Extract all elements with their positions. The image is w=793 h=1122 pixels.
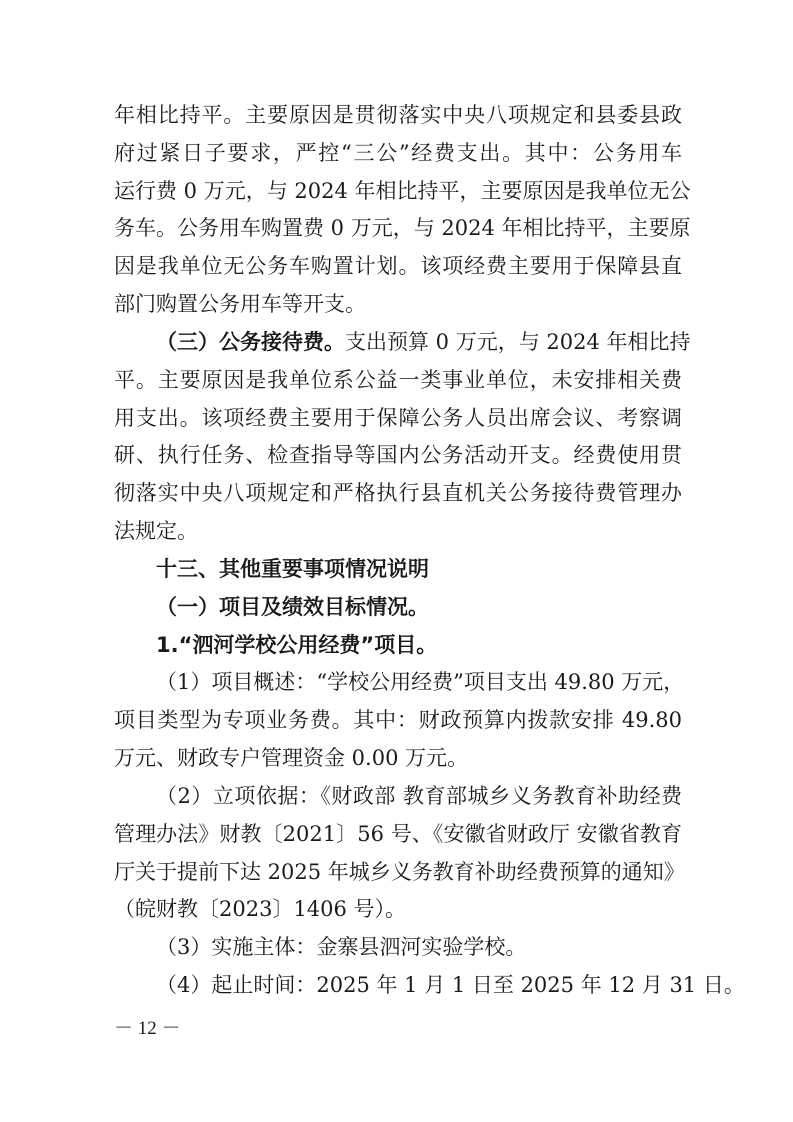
- body-text-line: 府过紧日子要求，严控“三公”经费支出。其中：公务用车: [114, 141, 682, 165]
- body-text-line: 运行费 0 万元，与 2024 年相比持平，主要原因是我单位无公: [114, 179, 691, 203]
- page-number: － 12 －: [114, 1018, 181, 1039]
- item-first-line: （1）项目概述：“学校公用经费”项目支出 49.80 万元，: [156, 670, 685, 694]
- body-text-line: 厅关于提前下达 2025 年城乡义务教育补助经费预算的通知》: [114, 860, 685, 884]
- item-first-line: （2）立项依据：《财政部 教育部城乡义务教育补助经费: [156, 784, 682, 808]
- project-heading: 1.“泗河学校公用经费”项目。: [156, 633, 438, 657]
- body-text-line: 彻落实中央八项规定和严格执行县直机关公务接待费管理办: [114, 481, 682, 505]
- reception-heading: （三）公务接待费。: [156, 330, 345, 354]
- body-text-line: 年相比持平。主要原因是贯彻落实中央八项规定和县委县政: [114, 103, 682, 127]
- body-text-line: 平。主要原因是我单位系公益一类事业单位，未安排相关费: [114, 368, 682, 392]
- reception-first-line: [156, 325, 691, 359]
- body-text-line: 项目类型为专项业务费。其中：财政预算内拨款安排 49.80: [114, 708, 682, 732]
- item-first-line: （3）实施主体：金寨县泗河实验学校。: [156, 935, 527, 959]
- body-text-line: 管理办法》财教〔2021〕56 号、《安徽省财政厅 安徽省教育: [114, 822, 682, 846]
- body-text-line: 法规定。: [114, 519, 198, 543]
- body-text-line: 用支出。该项经费主要用于保障公务人员出席会议、考察调: [114, 406, 682, 430]
- item-first-line: （4）起止时间：2025 年 1 月 1 日至 2025 年 12 月 31 日。: [156, 973, 745, 997]
- sub-heading: （一）项目及绩效目标情况。: [156, 595, 429, 619]
- body-text-line: 务车。公务用车购置费 0 万元，与 2024 年相比持平，主要原: [114, 216, 691, 240]
- body-text-line: （皖财教〔2023〕1406 号）。: [114, 897, 407, 921]
- body-text-line: 研、执行任务、检查指导等国内公务活动开支。经费使用贯: [114, 443, 682, 467]
- section-heading: 十三、其他重要事项情况说明: [156, 557, 429, 581]
- body-text-line: 万元、财政专户管理资金 0.00 万元。: [114, 746, 469, 770]
- reception-first-line-text: 支出预算 0 万元，与 2024 年相比持: [345, 330, 691, 354]
- body-text-line: 部门购置公务用车等开支。: [114, 292, 366, 316]
- body-text-line: 因是我单位无公务车购置计划。该项经费主要用于保障县直: [114, 254, 682, 278]
